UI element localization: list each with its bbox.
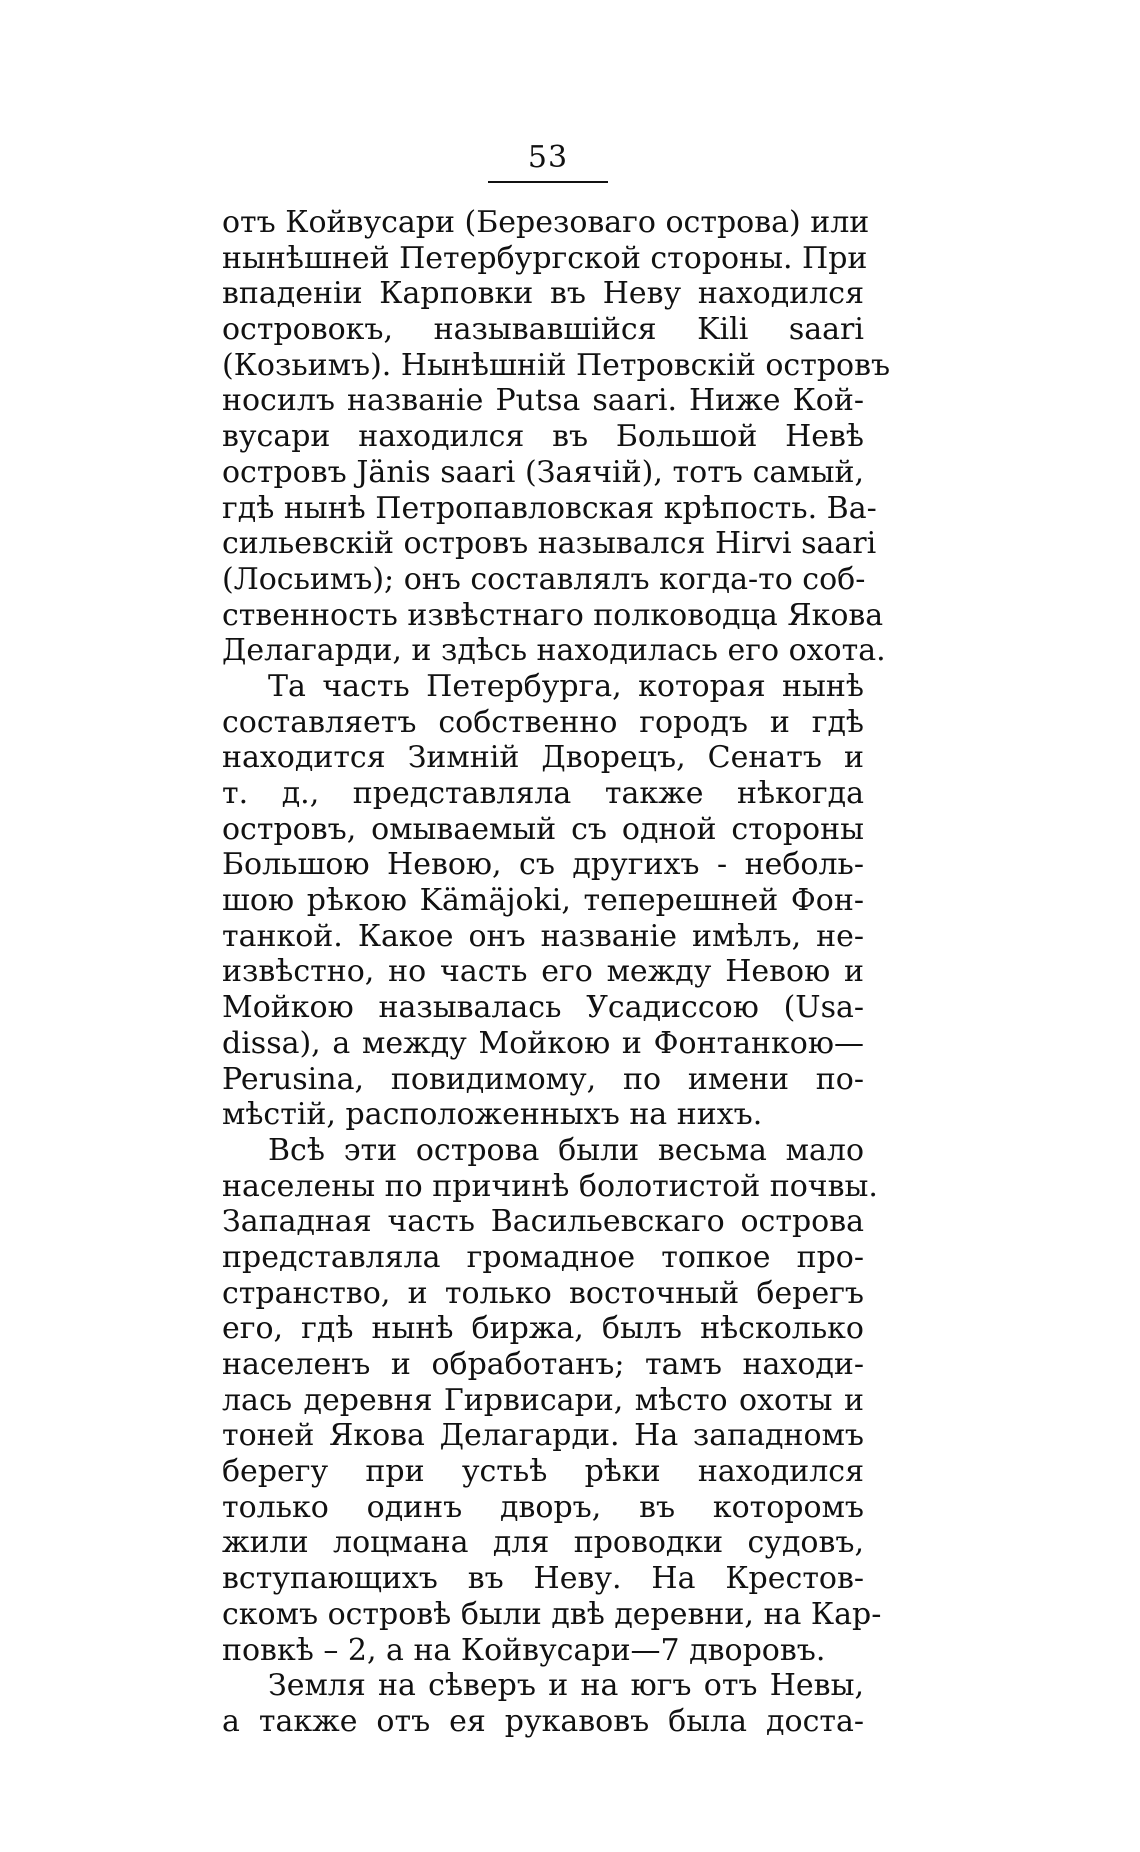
- text-line: жили лоцмана для проводки судовъ,: [222, 1525, 864, 1561]
- text-line: нынѣшней Петербургской стороны. При: [222, 240, 868, 276]
- text-line: dissa), а между Мойкою и Фонтанкою—: [222, 1025, 864, 1061]
- page-number-rule: [488, 181, 608, 183]
- text-line: его, гдѣ нынѣ биржа, былъ нѣсколько: [222, 1311, 864, 1347]
- text-line: скомъ островѣ были двѣ деревни, на Кар-: [222, 1596, 882, 1632]
- text-line: вусари находился въ Большой Невѣ: [222, 419, 864, 455]
- text-line: т. д., представляла также нѣкогда: [222, 776, 864, 811]
- text-line: берегу при устьѣ рѣки находился: [222, 1454, 864, 1490]
- text-line: а также отъ ея рукавовъ была доста-: [222, 1703, 864, 1739]
- text-line: гдѣ нынѣ Петропавловская крѣпость. Ва-: [222, 490, 877, 526]
- text-line: только одинъ дворъ, въ которомъ: [222, 1489, 864, 1525]
- text-line: лась деревня Гирвисари, мѣсто охоты и: [222, 1382, 864, 1418]
- text-line: танкой. Какое онъ названіе имѣлъ, не-: [222, 918, 864, 954]
- text-line: Земля на сѣверъ и на югъ отъ Невы,: [268, 1668, 864, 1704]
- text-line: извѣстно, но часть его между Невою и: [222, 954, 864, 990]
- text-line: Делагарди, и здѣсь находилась его охота.: [222, 633, 886, 669]
- text-line: (Лосьимъ); онъ составлялъ когда-то соб-: [222, 561, 866, 597]
- text-line: Та часть Петербурга, которая нынѣ: [268, 668, 864, 704]
- text-line: Всѣ эти острова были весьма мало: [268, 1132, 864, 1168]
- text-line: находится Зимній Дворецъ, Сенатъ и: [222, 740, 864, 776]
- text-line: тоней Якова Делагарди. На западномъ: [222, 1418, 864, 1454]
- text-line: Мойкою называлась Усадиссою (Usa-: [222, 990, 864, 1026]
- text-line: населены по причинѣ болотистой почвы.: [222, 1168, 878, 1204]
- text-line: отъ Койвусари (Березоваго острова) или: [222, 205, 870, 240]
- text-line: (Козьимъ). Нынѣшній Петровскій островъ: [222, 347, 891, 383]
- text-line: шою рѣкою Kämäjoki, теперешней Фон-: [222, 883, 864, 919]
- text-line: составляетъ собственно городъ и гдѣ: [222, 704, 864, 740]
- text-line: носилъ названіе Putsa saari. Ниже Кой-: [222, 383, 864, 419]
- text-line: островъ Jänis saari (Заячій), тотъ самый,: [222, 454, 864, 490]
- text-line: вступающихъ въ Неву. На Крестов-: [222, 1561, 864, 1597]
- text-line: Западная часть Васильевскаго острова: [222, 1204, 864, 1240]
- text-line: островокъ, называвшійся Kili saari: [222, 312, 864, 348]
- text-line: впаденіи Карповки въ Неву находился: [222, 276, 864, 312]
- text-line: повкѣ – 2, а на Койвусари—7 дворовъ.: [222, 1632, 826, 1668]
- text-line: островъ, омываемый съ одной стороны: [222, 811, 864, 847]
- text-line: сильевскій островъ назывался Hirvi saari: [222, 526, 877, 562]
- text-line: населенъ и обработанъ; тамъ находи-: [222, 1347, 864, 1382]
- text-line: мѣстій, расположенныхъ на нихъ.: [222, 1097, 763, 1133]
- text-line: странство, и только восточный берегъ: [222, 1275, 864, 1311]
- page-number: 53: [527, 140, 569, 175]
- text-line: Perusina, повидимому, по имени по-: [222, 1061, 864, 1097]
- text-line: ственность извѣстнаго полководца Якова: [222, 597, 884, 633]
- text-line: Большою Невою, съ другихъ - неболь-: [222, 847, 864, 883]
- body-text: [222, 205, 891, 1740]
- text-line: представляла громадное топкое про-: [222, 1239, 864, 1275]
